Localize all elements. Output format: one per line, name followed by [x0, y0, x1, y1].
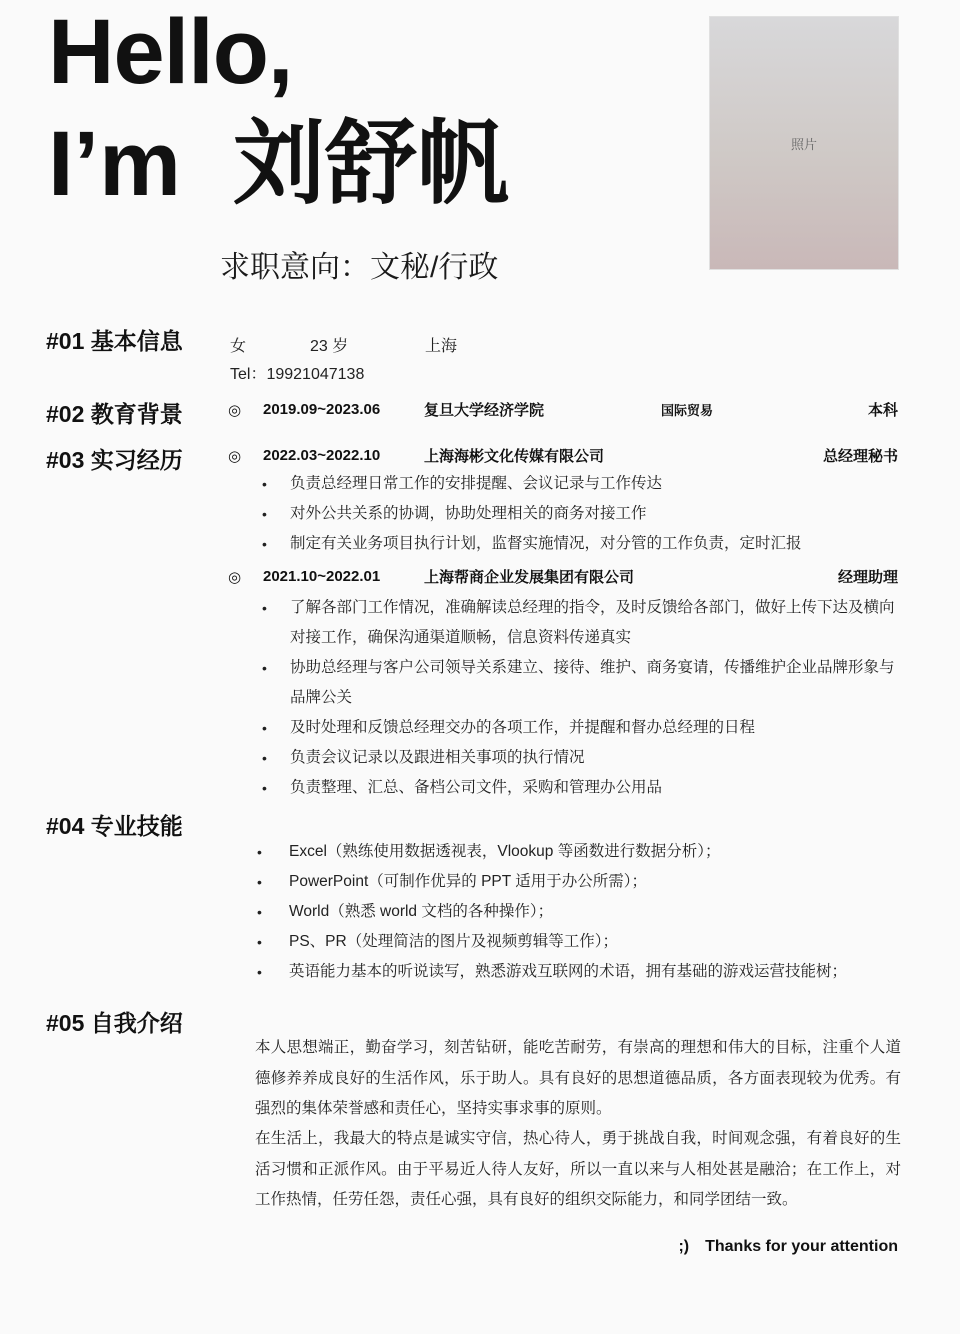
- name-heading: [48, 110, 509, 217]
- job-intent: 求职意向：文秘/行政: [220, 251, 499, 284]
- job-role: 总经理秘书: [822, 448, 898, 465]
- degree: 本科: [867, 402, 898, 419]
- duty-item: • 对外公共关系的协调，协助处理相关的商务对接工作: [260, 499, 900, 529]
- internship-2-duties: [260, 593, 900, 803]
- entry-marker-icon: ◎: [228, 568, 242, 586]
- duty-item: • 负责会议记录以及跟进相关事项的执行情况: [260, 743, 900, 773]
- photo-placeholder-label: 照片: [790, 136, 817, 152]
- duty-item: • 及时处理和反馈总经理交办的各项工作，并提醒和督办总经理的日程: [260, 713, 900, 743]
- internship-entry-1: [228, 445, 898, 466]
- duty-item: • 负责整理、汇总、备档公司文件，采购和管理办公用品: [260, 773, 900, 803]
- internship-1-duties: [260, 469, 900, 559]
- skill-item: • PowerPoint（可制作优异的 PPT 适用于办公所需）；: [255, 867, 905, 897]
- skill-item: • Excel（熟练使用数据透视表，Vlookup 等函数进行数据分析）；: [255, 837, 905, 867]
- duty-item: • 了解各部门工作情况，准确解读总经理的指令，及时反馈给各部门，做好上传下达及横向对接工作，确保沟通渠道顺畅，信息资料传递真实: [260, 593, 900, 653]
- basic-info: [230, 330, 457, 386]
- intro-paragraph-2: 在生活上，我最大的特点是诚实守信，热心待人，勇于挑战自我，时间观念强，有着良好的生活习惯和正派作风。由于平易近人待人友好，所以一直以来与人相处甚是融洽；在工作上，对工作热情，任劳任怨，责任心强，具有良好的组织交际能力，和同学团结一致。: [255, 1130, 901, 1208]
- age: 23 岁: [310, 337, 349, 355]
- city: 上海: [425, 337, 458, 355]
- entry-marker-icon: ◎: [228, 401, 242, 419]
- skill-item: • World（熟悉 world 文档的各种操作）；: [255, 897, 905, 927]
- section-title-education: #02 教育背景: [46, 401, 183, 427]
- skill-item: • 英语能力基本的听说读写，熟悉游戏互联网的术语，拥有基础的游戏运营技能树；: [255, 957, 905, 987]
- duty-item: • 负责总经理日常工作的安排提醒、会议记录与工作传达: [260, 469, 900, 499]
- education-entry: [228, 399, 898, 420]
- phone: Tel：19921047138: [230, 365, 365, 383]
- section-title-intro: #05 自我介绍: [46, 1010, 183, 1036]
- section-title-basic: #01 基本信息: [46, 328, 183, 354]
- entry-marker-icon: ◎: [228, 447, 242, 465]
- im-text: I’m: [48, 113, 181, 215]
- entry-date: 2019.09~2023.06: [263, 401, 381, 418]
- thanks-text: Thanks for your attention: [705, 1238, 898, 1255]
- greeting-heading: Hello,: [48, 1, 293, 103]
- candidate-name: 刘舒帆: [232, 110, 509, 217]
- company-name: 上海帮商企业发展集团有限公司: [424, 569, 635, 586]
- skill-item: • PS、PR（处理简洁的图片及视频剪辑等工作）；: [255, 927, 905, 957]
- duty-item: • 协助总经理与客户公司领导关系建立、接待、维护、商务宴请，传播维护企业品牌形象与品牌公关: [260, 653, 900, 713]
- section-title-skills: #04 专业技能: [46, 813, 183, 839]
- internship-entry-2: [228, 566, 898, 587]
- job-role: 经理助理: [837, 569, 898, 586]
- major: 国际贸易: [661, 403, 714, 418]
- section-title-internship: #03 实习经历: [46, 447, 183, 473]
- intro-paragraph-1: 本人思想端正，勤奋学习，刻苦钻研，能吃苦耐劳，有崇高的理想和伟大的目标，注重个人道德修养养成良好的生活作风，乐于助人。具有良好的思想道德品质，各方面表现较为优秀。有强烈的集体荣誉感和责任心，坚持实事求事的原则。: [255, 1039, 901, 1117]
- entry-date: 2021.10~2022.01: [263, 568, 381, 585]
- wink-emoticon: ;): [678, 1238, 690, 1255]
- duty-item: • 制定有关业务项目执行计划，监督实施情况，对分管的工作负责，定时汇报: [260, 529, 900, 559]
- school-name: 复旦大学经济学院: [424, 402, 545, 419]
- closing-line: [678, 1238, 898, 1256]
- gender: 女: [230, 337, 247, 355]
- entry-date: 2022.03~2022.10: [263, 447, 381, 464]
- skills-list: [255, 837, 905, 987]
- profile-photo: [709, 16, 899, 270]
- company-name: 上海海彬文化传媒有限公司: [424, 448, 605, 465]
